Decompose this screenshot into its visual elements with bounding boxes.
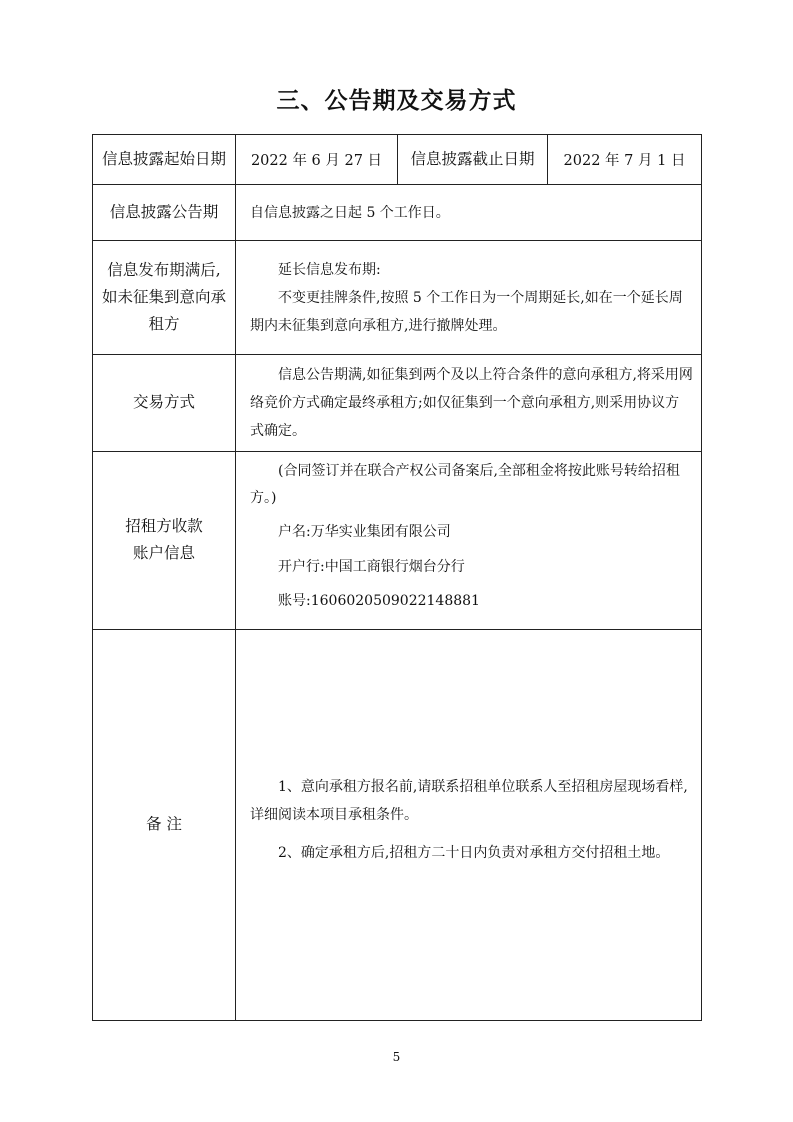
account-note: (合同签订并在联合产权公司备案后,全部租金将按此账号转给招租方。) — [250, 463, 680, 506]
disclosure-start-value: 2022 年 6 月 27 日 — [236, 135, 398, 185]
remarks-label: 备 注 — [93, 629, 236, 1020]
remarks-content — [236, 629, 702, 1020]
disclosure-start-label: 信息披露起始日期 — [93, 135, 236, 185]
page-number: 5 — [392, 1050, 401, 1064]
table-row-remarks — [93, 629, 702, 1020]
extension-heading: 延长信息发布期: — [278, 261, 381, 278]
account-name: 户名:万华实业集团有限公司 — [278, 524, 451, 541]
disclosure-end-value: 2022 年 7 月 1 日 — [548, 135, 702, 185]
account-bank: 开户行:中国工商银行烟台分行 — [278, 558, 465, 575]
remarks-item-1: 1、意向承租方报名前,请联系招租单位联系人至招租房屋现场看样,详细阅读本项目承租条件。 — [250, 778, 688, 823]
extension-label — [93, 241, 236, 355]
table-row-account — [93, 452, 702, 630]
transaction-label: 交易方式 — [93, 355, 236, 452]
extension-content — [236, 241, 702, 355]
remarks-item-2: 2、确定承租方后,招租方二十日内负责对承租方交付招租土地。 — [278, 844, 670, 861]
announcement-table — [92, 134, 702, 1021]
transaction-content — [236, 355, 702, 452]
extension-label-line1: 信息发布期满后, — [107, 260, 221, 279]
account-label — [93, 452, 236, 630]
extension-label-line2: 如未征集到意向承 — [101, 287, 226, 306]
announcement-period-value: 自信息披露之日起 5 个工作日。 — [236, 185, 702, 241]
account-content — [236, 452, 702, 630]
page-title: 三、公告期及交易方式 — [276, 88, 517, 114]
table-row-dates — [93, 135, 702, 185]
extension-label-line3: 租方 — [148, 315, 180, 334]
account-label-line1: 招租方收款 — [125, 517, 203, 536]
extension-text: 不变更挂牌条件,按照 5 个工作日为一个周期延长,如在一个延长周期内未征集到意向承租方,进行撤牌处理。 — [250, 289, 683, 334]
account-number: 账号:1606020509022148881 — [278, 593, 480, 610]
table-row-transaction — [93, 355, 702, 452]
table-row-announcement-period — [93, 185, 702, 241]
transaction-text: 信息公告期满,如征集到两个及以上符合条件的意向承租方,将采用网络竞价方式确定最终承租方;如仅征集到一个意向承租方,则采用协议方式确定。 — [250, 367, 693, 439]
disclosure-end-label: 信息披露截止日期 — [398, 135, 548, 185]
table-row-extension — [93, 241, 702, 355]
account-label-line2: 账户信息 — [132, 544, 195, 563]
announcement-period-label: 信息披露公告期 — [93, 185, 236, 241]
